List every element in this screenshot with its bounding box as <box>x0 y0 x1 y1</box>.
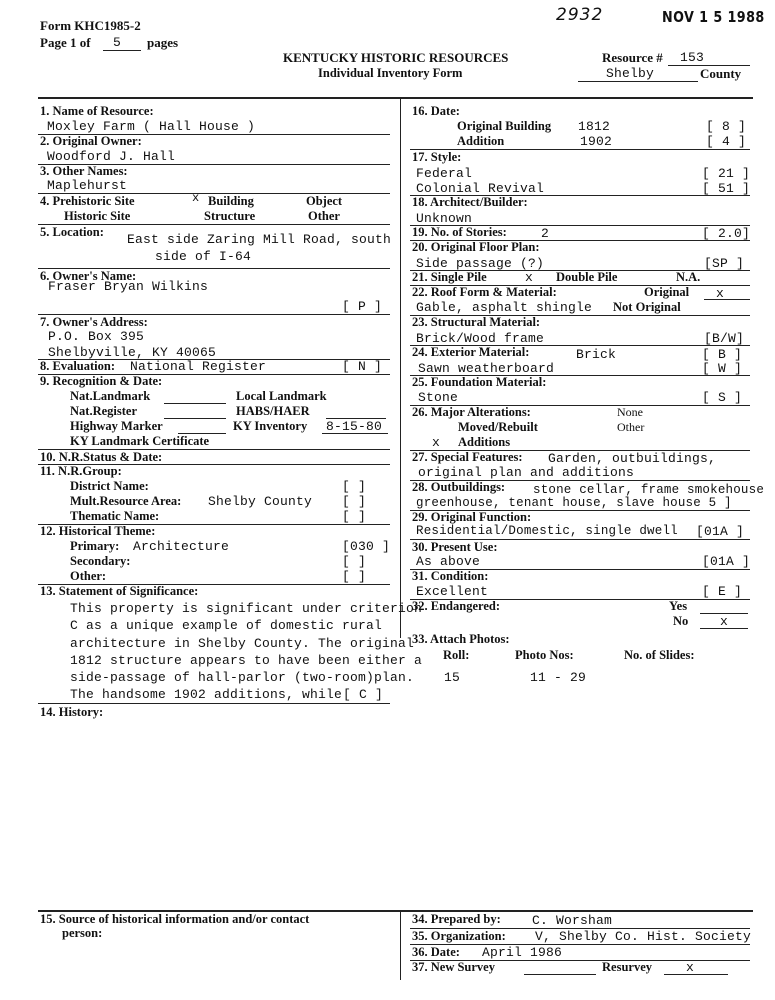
other-type-label: Other <box>308 209 340 223</box>
evaluation-label: 8. Evaluation: <box>40 359 116 373</box>
not-applicable-label: N.A. <box>676 270 701 284</box>
foundation-material-label: 25. Foundation Material: <box>412 375 547 389</box>
historic-site-label: Historic Site <box>64 209 131 223</box>
location-label: 5. Location: <box>40 225 104 239</box>
addition-code: [ 4 ] <box>706 134 747 149</box>
outbuildings-value-2: greenhouse, tenant house, slave house 5 ] <box>416 496 732 510</box>
exterior-material-code-2: [ W ] <box>702 361 743 376</box>
condition-code: [ E ] <box>702 584 743 599</box>
form-title: KENTUCKY HISTORIC RESOURCES <box>283 50 509 65</box>
mra-code: [ ] <box>342 494 367 509</box>
original-building-year: 1812 <box>578 119 611 134</box>
roll-value: 15 <box>444 670 461 685</box>
present-use-code: [01A ] <box>702 554 751 569</box>
other-theme-code: [ ] <box>342 569 367 584</box>
recognition-label: 9. Recognition & Date: <box>40 374 163 388</box>
significance-line-3: architecture in Shelby County. The original <box>70 636 415 651</box>
ky-inventory-label: KY Inventory <box>233 419 308 433</box>
special-features-label: 27. Special Features: <box>412 450 523 464</box>
highway-marker-label: Highway Marker <box>70 419 163 433</box>
condition-label: 31. Condition: <box>412 569 489 583</box>
significance-line-5: side-passage of hall-parlor (two-room)plan. <box>70 670 415 685</box>
original-owner-value: Woodford J. Hall <box>47 149 176 164</box>
mult-resource-area-value: Shelby County <box>208 494 313 509</box>
outbuildings-label: 28. Outbuildings: <box>412 480 506 494</box>
additions-check: x <box>432 435 441 450</box>
architect-builder-value: Unknown <box>416 211 473 226</box>
foundation-material-code: [ S ] <box>702 390 743 405</box>
significance-line-4: 1812 structure appears to have been either a <box>70 653 423 668</box>
significance-code: [ C ] <box>343 687 384 702</box>
resource-label: Resource # <box>602 50 663 65</box>
county-label: County <box>700 66 742 81</box>
original-floor-plan-label: 20. Original Floor Plan: <box>412 240 540 254</box>
outbuildings-value-1: stone cellar, frame smokehouse <box>533 483 765 497</box>
alterations-other-label: Other <box>617 420 645 434</box>
exterior-material-label: 24. Exterior Material: <box>412 345 530 359</box>
no-of-stories-label: 19. No. of Stories: <box>412 225 507 239</box>
no-of-slides-label: No. of Slides: <box>624 648 695 662</box>
structural-material-code: [B/W] <box>704 331 745 346</box>
source-person-label: person: <box>62 926 103 940</box>
endangered-no-check: x <box>720 614 729 629</box>
owners-address-line-1: P.O. Box 395 <box>48 329 145 344</box>
roof-original-check: x <box>716 286 725 301</box>
style-value-1: Federal <box>416 166 473 181</box>
local-landmark-label: Local Landmark <box>236 389 327 403</box>
original-function-label: 29. Original Function: <box>412 510 532 524</box>
original-owner-label: 2. Original Owner: <box>40 134 142 148</box>
district-name-label: District Name: <box>70 479 149 493</box>
single-pile-check: x <box>525 270 534 285</box>
exterior-material-code-1: [ B ] <box>702 347 743 362</box>
additions-label: Additions <box>458 435 511 449</box>
owners-name-label: 6. Owner's Name: <box>40 269 137 283</box>
single-pile-label: 21. Single Pile <box>412 270 487 284</box>
endangered-yes-label: Yes <box>669 599 688 613</box>
form-subtitle: Individual Inventory Form <box>318 66 463 80</box>
object-label: Object <box>306 194 343 208</box>
roof-form-value: Gable, asphalt shingle <box>416 300 593 315</box>
structure-label: Structure <box>204 209 256 223</box>
owners-address-line-2: Shelbyville, KY 40065 <box>48 345 217 360</box>
original-floor-plan-value: Side passage (?) <box>416 256 545 271</box>
prepared-by-label: 34. Prepared by: <box>412 912 501 926</box>
double-pile-label: Double Pile <box>556 270 618 284</box>
no-of-stories-code: [ 2.0] <box>702 226 751 241</box>
present-use-label: 30. Present Use: <box>412 540 498 554</box>
organization-label: 35. Organization: <box>412 929 506 943</box>
thematic-code: [ ] <box>342 509 367 524</box>
style-code-2: [ 51 ] <box>702 181 751 196</box>
page-label: Page 1 of <box>40 35 91 50</box>
other-names-label: 3. Other Names: <box>40 164 128 178</box>
ky-landmark-certificate-label: KY Landmark Certificate <box>70 434 210 448</box>
major-alterations-label: 26. Major Alterations: <box>412 405 531 419</box>
structural-material-value: Brick/Wood frame <box>416 331 545 346</box>
building-check: x <box>192 191 200 205</box>
owner-code: [ P ] <box>342 299 383 314</box>
source-label: 15. Source of historical information and/or contact <box>40 912 310 926</box>
building-label: Building <box>208 194 254 208</box>
mult-resource-area-label: Mult.Resource Area: <box>70 494 182 508</box>
exterior-material-value-2: Sawn weatherboard <box>418 361 555 376</box>
prep-date-value: April 1986 <box>482 945 563 960</box>
habs-haer-label: HABS/HAER <box>236 404 310 418</box>
district-code: [ ] <box>342 479 367 494</box>
location-value-1: East side Zaring Mill Road, south <box>127 232 392 247</box>
evaluation-value: National Register <box>130 359 267 374</box>
roof-form-label: 22. Roof Form & Material: <box>412 285 557 299</box>
nr-status-label: 10. N.R.Status & Date: <box>40 450 163 464</box>
ky-inventory-date: 8-15-80 <box>326 419 383 434</box>
primary-label: Primary: <box>70 539 120 553</box>
history-label: 14. History: <box>40 705 104 719</box>
thematic-name-label: Thematic Name: <box>70 509 160 523</box>
structural-material-label: 23. Structural Material: <box>412 315 541 329</box>
style-code-1: [ 21 ] <box>702 166 751 181</box>
evaluation-code: [ N ] <box>342 359 383 374</box>
roof-not-original-label: Not Original <box>613 300 681 314</box>
foundation-material-value: Stone <box>418 390 459 405</box>
pages-word: pages <box>147 35 179 50</box>
alterations-none-label: None <box>617 405 643 419</box>
secondary-code: [ ] <box>342 554 367 569</box>
addition-label: Addition <box>457 134 505 148</box>
style-label: 17. Style: <box>412 150 462 164</box>
original-building-code: [ 8 ] <box>706 119 747 134</box>
new-survey-label: 37. New Survey <box>412 960 495 974</box>
county-value: Shelby <box>606 66 655 81</box>
page-total: 5 <box>113 35 122 50</box>
location-value-2: side of I-64 <box>155 249 252 264</box>
owners-address-label: 7. Owner's Address: <box>40 315 148 329</box>
endangered-label: 32. Endangered: <box>412 599 500 613</box>
prepared-by-value: C. Worsham <box>532 913 613 928</box>
roof-original-label: Original <box>644 285 690 299</box>
roll-label: Roll: <box>443 648 470 662</box>
significance-line-1: This property is significant under criterion <box>70 601 423 616</box>
addition-year: 1902 <box>580 134 613 149</box>
primary-code: [030 ] <box>342 539 391 554</box>
architect-builder-label: 18. Architect/Builder: <box>412 195 528 209</box>
other-names-value: Maplehurst <box>47 178 128 193</box>
significance-line-6: The handsome 1902 additions, while <box>70 687 343 702</box>
special-features-value-2: original plan and additions <box>418 465 635 480</box>
special-features-value-1: Garden, outbuildings, <box>548 451 717 466</box>
photo-nos-label: Photo Nos: <box>515 648 574 662</box>
moved-rebuilt-label: Moved/Rebuilt <box>458 420 538 434</box>
style-value-2: Colonial Revival <box>416 181 545 196</box>
owners-name-value: Fraser Bryan Wilkins <box>48 279 209 294</box>
resurvey-check: x <box>686 960 695 975</box>
primary-value: Architecture <box>133 539 230 554</box>
original-function-value: Residential/Domestic, single dwell <box>416 524 678 538</box>
date-received-stamp: NOV 1 5 1988 <box>662 8 765 26</box>
date-label: 16. Date: <box>412 104 460 118</box>
no-of-stories-value: 2 <box>541 226 550 241</box>
form-number: Form KHC1985-2 <box>40 18 141 33</box>
original-floor-plan-code: [SP ] <box>704 256 745 271</box>
condition-value: Excellent <box>416 584 489 599</box>
nat-register-label: Nat.Register <box>70 404 137 418</box>
attach-photos-label: 33. Attach Photos: <box>412 632 510 646</box>
secondary-label: Secondary: <box>70 554 131 568</box>
nr-group-label: 11. N.R.Group: <box>40 464 122 478</box>
resurvey-label: Resurvey <box>602 960 652 974</box>
photo-nos-value: 11 - 29 <box>530 670 587 685</box>
present-use-value: As above <box>416 554 481 569</box>
exterior-material-value-1: Brick <box>576 347 617 362</box>
organization-value: V, Shelby Co. Hist. Society <box>535 929 752 944</box>
name-of-resource-label: 1. Name of Resource: <box>40 104 154 118</box>
original-function-code: [01A ] <box>696 524 745 539</box>
resource-number: 153 <box>680 50 705 65</box>
original-building-label: Original Building <box>457 119 552 133</box>
significance-line-2: C as a unique example of domestic rural <box>70 618 383 633</box>
name-of-resource-value: Moxley Farm ( Hall House ) <box>47 119 256 134</box>
prehistoric-site-label: 4. Prehistoric Site <box>40 194 135 208</box>
stamp-number: 2932 <box>556 5 604 25</box>
statement-of-significance-label: 13. Statement of Significance: <box>40 584 199 598</box>
endangered-no-label: No <box>673 614 689 628</box>
other-theme-label: Other: <box>70 569 107 583</box>
historical-theme-label: 12. Historical Theme: <box>40 524 156 538</box>
prep-date-label: 36. Date: <box>412 945 460 959</box>
nat-landmark-label: Nat.Landmark <box>70 389 151 403</box>
